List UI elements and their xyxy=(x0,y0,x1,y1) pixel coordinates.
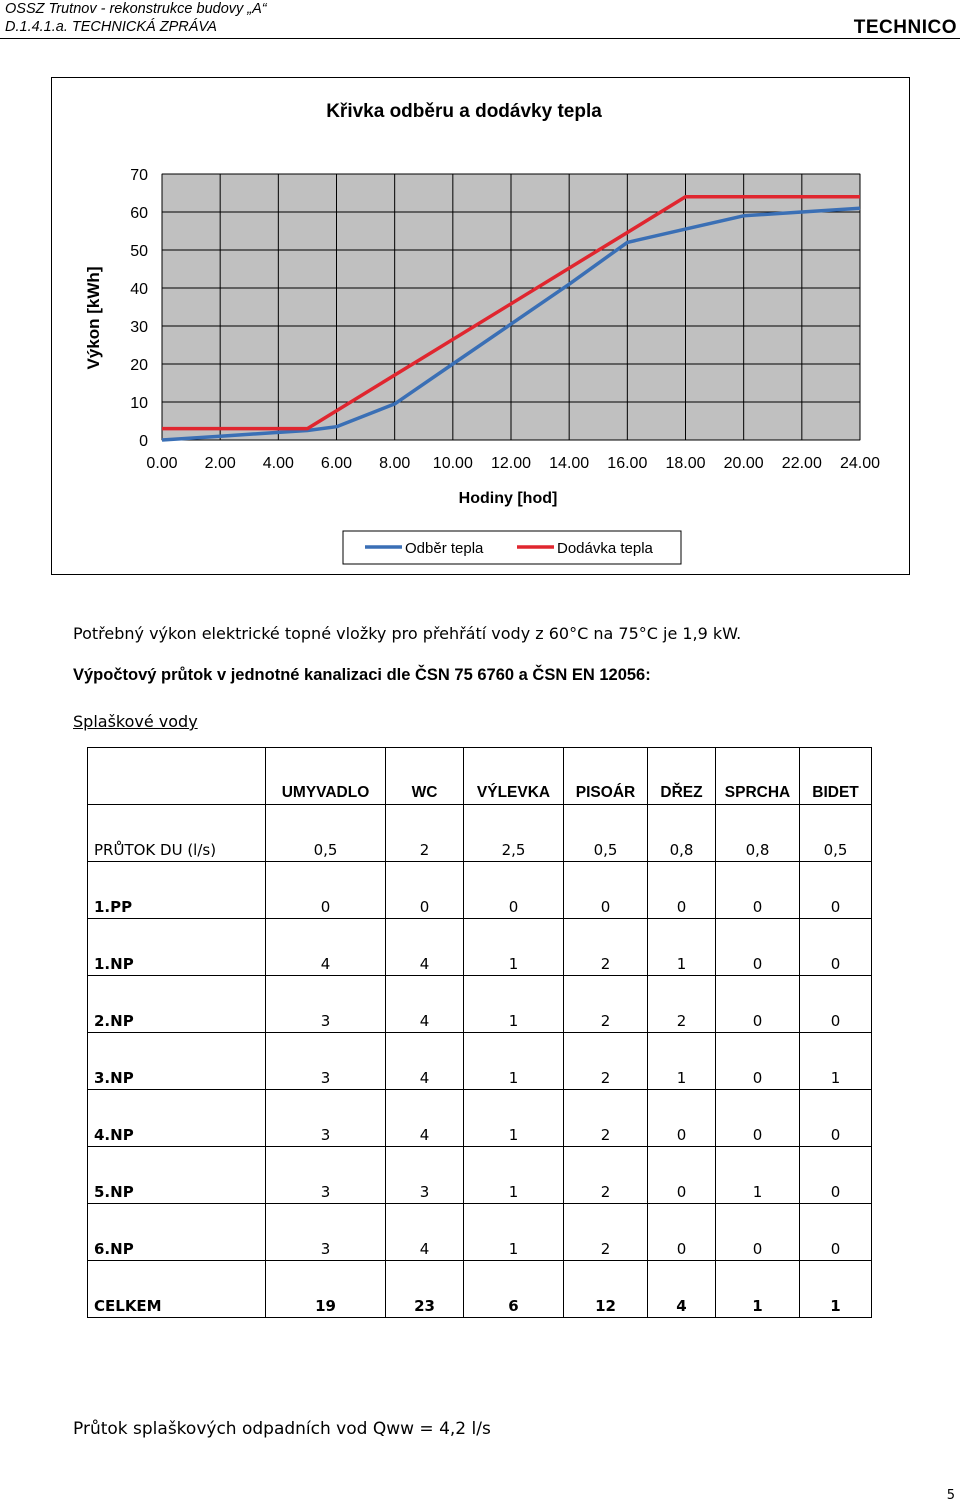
header-project: OSSZ Trutnov - rekonstrukce budovy „A“ xyxy=(5,1,267,17)
table-row xyxy=(88,805,872,862)
row-label: PRŮTOK DU (l/s) xyxy=(88,805,266,862)
heat-chart xyxy=(51,77,910,575)
table-cell: 1 xyxy=(800,1033,872,1090)
table-cell: 0 xyxy=(800,862,872,919)
row-label: 6.NP xyxy=(88,1204,266,1261)
table-cell: 0 xyxy=(716,862,800,919)
table-row xyxy=(88,976,872,1033)
x-tick-label: 18.00 xyxy=(665,455,706,472)
fixture-table-body xyxy=(88,748,872,1318)
row-label: 4.NP xyxy=(88,1090,266,1147)
x-tick-label: 24.00 xyxy=(839,455,881,472)
x-tick-label: 20.00 xyxy=(723,455,764,472)
page-header xyxy=(5,0,267,36)
table-cell: 0 xyxy=(648,1090,716,1147)
company-logo: TECHNICO xyxy=(853,17,957,38)
header-document: D.1.4.1.a. TECHNICKÁ ZPRÁVA xyxy=(5,19,217,35)
table-cell: 4 xyxy=(386,1033,464,1090)
table-cell: 1 xyxy=(716,1147,800,1204)
table-cell: 2 xyxy=(648,976,716,1033)
table-cell: 19 xyxy=(266,1261,386,1318)
column-header: VÝLEVKA xyxy=(464,748,564,805)
table-cell: 0 xyxy=(716,1090,800,1147)
table-row xyxy=(88,1033,872,1090)
x-axis-label: Hodiny [hod] xyxy=(458,490,558,507)
row-label: CELKEM xyxy=(88,1261,266,1318)
x-tick-label: 22.00 xyxy=(781,455,822,472)
table-row xyxy=(88,1204,872,1261)
table-cell: 0 xyxy=(648,1204,716,1261)
x-tick-label: 2.00 xyxy=(204,455,236,472)
table-cell: 4 xyxy=(266,919,386,976)
table-cell: 0 xyxy=(266,862,386,919)
table-cell: 0 xyxy=(716,1033,800,1090)
table-cell: 1 xyxy=(648,919,716,976)
header-divider xyxy=(0,38,960,39)
table-cell: 0 xyxy=(716,1204,800,1261)
legend-label-dodavka: Dodávka tepla xyxy=(557,540,653,557)
table-row xyxy=(88,862,872,919)
table-cell: 3 xyxy=(266,1204,386,1261)
x-tick-label: 4.00 xyxy=(262,455,294,472)
column-header: SPRCHA xyxy=(716,748,800,805)
table-cell: 0 xyxy=(716,976,800,1033)
x-tick-label: 0.00 xyxy=(146,455,178,472)
paragraph-flow-heading: Výpočtový průtok v jednotné kanalizaci dle ČSN 75 6760 a ČSN EN 12056: xyxy=(73,666,651,684)
table-cell: 1 xyxy=(464,1033,564,1090)
table-cell: 0,8 xyxy=(716,805,800,862)
table-cell: 2 xyxy=(564,1090,648,1147)
x-tick-label: 12.00 xyxy=(490,455,532,472)
table-row xyxy=(88,919,872,976)
paragraph-waste-water: Splaškové vody xyxy=(73,712,198,731)
table-cell: 12 xyxy=(564,1261,648,1318)
table-cell: 4 xyxy=(386,919,464,976)
table-cell: 3 xyxy=(266,976,386,1033)
table-cell: 0 xyxy=(648,1147,716,1204)
table-cell: 0,5 xyxy=(800,805,872,862)
table-cell: 3 xyxy=(266,1033,386,1090)
table-cell: 2 xyxy=(564,1147,648,1204)
y-tick-label: 30 xyxy=(130,319,148,336)
x-tick-label: 10.00 xyxy=(432,455,473,472)
table-cell: 2 xyxy=(564,1033,648,1090)
table-cell: 1 xyxy=(464,1204,564,1261)
chart-svg xyxy=(52,78,909,574)
table-cell: 0,5 xyxy=(564,805,648,862)
x-tick-labels xyxy=(146,455,880,472)
fixture-table xyxy=(87,747,872,1318)
table-cell: 0,8 xyxy=(648,805,716,862)
row-label: 1.PP xyxy=(88,862,266,919)
table-cell: 0 xyxy=(800,1204,872,1261)
table-cell: 0 xyxy=(648,862,716,919)
row-label: 5.NP xyxy=(88,1147,266,1204)
y-tick-label: 70 xyxy=(130,167,148,184)
table-cell: 0 xyxy=(800,976,872,1033)
x-tick-label: 6.00 xyxy=(320,455,353,472)
table-header-row xyxy=(88,748,872,805)
row-label: 1.NP xyxy=(88,919,266,976)
table-cell: 1 xyxy=(716,1261,800,1318)
column-header: BIDET xyxy=(800,748,872,805)
table-cell: 0 xyxy=(800,919,872,976)
legend-label-odber: Odběr tepla xyxy=(405,540,484,557)
table-cell: 2 xyxy=(564,1204,648,1261)
table-cell: 2 xyxy=(564,919,648,976)
legend xyxy=(343,531,681,564)
column-header: WC xyxy=(386,748,464,805)
table-cell: 2 xyxy=(386,805,464,862)
y-tick-label: 50 xyxy=(130,243,148,260)
table-cell: 0 xyxy=(464,862,564,919)
x-tick-label: 8.00 xyxy=(379,455,411,472)
column-header: DŘEZ xyxy=(648,748,716,805)
table-row xyxy=(88,1090,872,1147)
chart-title: Křivka odběru a dodávky tepla xyxy=(326,101,602,122)
table-cell: 6 xyxy=(464,1261,564,1318)
table-cell: 3 xyxy=(266,1090,386,1147)
y-tick-label: 40 xyxy=(130,281,148,298)
table-cell: 1 xyxy=(464,1147,564,1204)
table-cell: 0 xyxy=(386,862,464,919)
table-cell: 3 xyxy=(386,1147,464,1204)
column-header xyxy=(88,748,266,805)
table-cell: 1 xyxy=(648,1033,716,1090)
table-row xyxy=(88,1261,872,1318)
column-header: PISOÁR xyxy=(564,748,648,805)
table-cell: 1 xyxy=(800,1261,872,1318)
table-cell: 0 xyxy=(564,862,648,919)
y-tick-label: 20 xyxy=(130,357,148,374)
table-cell: 2,5 xyxy=(464,805,564,862)
page-number: 5 xyxy=(946,1488,955,1503)
table-cell: 4 xyxy=(386,1204,464,1261)
table-cell: 4 xyxy=(386,1090,464,1147)
table-cell: 0,5 xyxy=(266,805,386,862)
table-cell: 1 xyxy=(464,919,564,976)
table-cell: 1 xyxy=(464,976,564,1033)
x-tick-label: 16.00 xyxy=(607,455,648,472)
table-cell: 2 xyxy=(564,976,648,1033)
table-cell: 0 xyxy=(800,1090,872,1147)
y-axis-label: Výkon [kWh] xyxy=(84,266,103,370)
x-tick-label: 14.00 xyxy=(549,455,590,472)
table-cell: 4 xyxy=(648,1261,716,1318)
y-tick-labels xyxy=(130,167,148,450)
table-cell: 1 xyxy=(464,1090,564,1147)
table-cell: 23 xyxy=(386,1261,464,1318)
y-tick-label: 0 xyxy=(139,433,148,450)
paragraph-qww: Průtok splaškových odpadních vod Qww = 4,2 l/s xyxy=(73,1419,491,1439)
row-label: 3.NP xyxy=(88,1033,266,1090)
table-cell: 3 xyxy=(266,1147,386,1204)
y-tick-label: 60 xyxy=(130,205,148,222)
table-cell: 0 xyxy=(800,1147,872,1204)
paragraph-heater-power: Potřebný výkon elektrické topné vložky pro přehřátí vody z 60°C na 75°C je 1,9 kW. xyxy=(73,624,742,643)
y-tick-label: 10 xyxy=(130,395,148,412)
column-header: UMYVADLO xyxy=(266,748,386,805)
row-label: 2.NP xyxy=(88,976,266,1033)
table-cell: 0 xyxy=(716,919,800,976)
table-cell: 4 xyxy=(386,976,464,1033)
table-row xyxy=(88,1147,872,1204)
